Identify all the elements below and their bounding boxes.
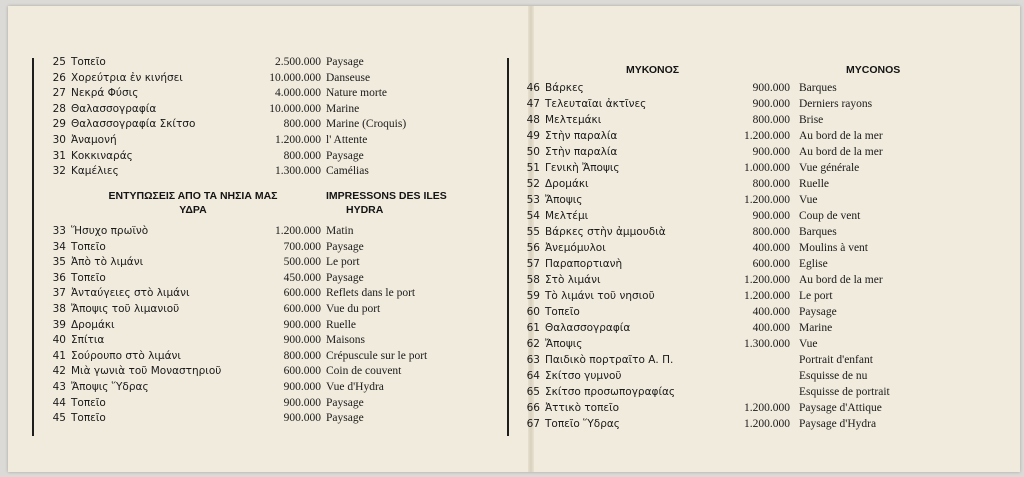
catalogue-entry (50, 286, 520, 301)
entry-number: 63 (526, 354, 540, 366)
catalogue-entry (524, 81, 1004, 96)
catalogue-entry (524, 129, 1004, 144)
entry-title-french: Vue (799, 338, 818, 350)
entry-title-french: Camélias (326, 165, 369, 178)
catalogue-entry (50, 349, 520, 364)
entry-number: 47 (526, 98, 540, 110)
catalogue-spread (8, 6, 1020, 472)
entry-price: 1.200.000 (744, 402, 790, 414)
entry-price: 400.000 (752, 306, 790, 318)
entry-number: 57 (526, 258, 540, 270)
catalogue-entry (524, 161, 1004, 176)
entry-title-french: Coup de vent (799, 210, 861, 222)
entry-number: 27 (52, 87, 66, 100)
entry-number: 64 (526, 370, 540, 382)
entry-number: 40 (52, 334, 66, 347)
entry-number: 32 (52, 165, 66, 178)
entry-title-greek: Κοκκιναράς (71, 149, 133, 162)
entry-title-greek: Τοπεῖο Ὕδρας (545, 418, 620, 430)
entry-title-greek: Βάρκες στὴν ἀμμουδιὰ (545, 226, 666, 238)
entry-title-french: Paysage (326, 56, 364, 68)
entry-title-greek: Τελευταῖαι ἀκτῖνες (545, 98, 647, 110)
entry-price: 900.000 (752, 82, 790, 94)
entry-price: 10.000.000 (269, 71, 321, 84)
entry-number: 54 (526, 210, 540, 222)
entry-price: 1.200.000 (744, 274, 790, 286)
entry-title-greek: Θαλασσογραφία (545, 322, 631, 334)
entry-number: 46 (526, 82, 540, 94)
entry-price: 900.000 (752, 146, 790, 158)
entry-title-french: Barques (799, 82, 837, 94)
entry-title-french: Eglise (799, 258, 828, 270)
entry-number: 25 (52, 56, 66, 68)
catalogue-entry (524, 193, 1004, 208)
entry-title-french: Le port (326, 256, 360, 269)
entry-price: 800.000 (283, 349, 321, 362)
catalogue-entry (524, 177, 1004, 192)
entry-title-french: Derniers rayons (799, 98, 873, 110)
entry-title-french: Marine (326, 102, 360, 115)
catalogue-entry (50, 133, 520, 148)
entry-title-french: Crépuscule sur le port (326, 349, 428, 362)
entry-number: 65 (526, 386, 540, 398)
entry-number: 59 (526, 290, 540, 302)
entry-title-french: Coin de couvent (326, 365, 402, 378)
entry-title-greek: Στὴν παραλία (545, 130, 618, 142)
entry-price: 2.500.000 (275, 56, 321, 68)
entry-title-greek: Ἄποψις Ὕδρας (71, 381, 149, 393)
entry-price: 1.200.000 (744, 194, 790, 206)
entry-price: 1.200.000 (744, 130, 790, 142)
entry-number: 38 (52, 303, 66, 315)
entry-number: 52 (526, 178, 540, 190)
catalogue-entry (50, 333, 520, 348)
catalogue-entry (524, 417, 1004, 432)
catalogue-entry (50, 71, 520, 86)
entry-title-french: Paysage (326, 149, 364, 162)
entry-price: 600.000 (283, 287, 321, 300)
catalogue-entry (524, 369, 1004, 384)
catalogue-entry (50, 271, 520, 286)
entry-title-greek: Μιὰ γωνιὰ τοῦ Μοναστηριοῦ (71, 365, 222, 378)
entry-price: 900.000 (283, 381, 321, 393)
entry-title-french: Vue du port (326, 303, 381, 315)
catalogue-entry (524, 385, 1004, 400)
catalogue-entry (50, 240, 520, 255)
entry-title-greek: Τοπεῖο (71, 240, 106, 253)
entry-number: 66 (526, 402, 540, 414)
entry-title-greek: Μελτέμι (545, 210, 589, 222)
entry-title-greek: Ἄποψις (545, 338, 583, 350)
entry-title-greek: Γενικὴ Ἄποψις (545, 162, 620, 174)
entry-title-french: Paysage (326, 271, 364, 284)
entry-price: 900.000 (283, 412, 321, 425)
entry-title-greek: Σπίτια (71, 334, 105, 347)
entry-price: 900.000 (283, 396, 321, 409)
catalogue-entry (50, 364, 520, 379)
entry-title-greek: Τὸ λιμάνι τοῦ νησιοῦ (545, 290, 655, 302)
entry-number: 48 (526, 114, 540, 126)
catalogue-entry (50, 117, 520, 132)
entry-price: 400.000 (752, 242, 790, 254)
catalogue-entry (50, 55, 520, 70)
entry-title-french: Le port (799, 290, 833, 302)
entry-title-french: Au bord de la mer (799, 274, 883, 286)
entry-title-french: Vue d'Hydra (326, 381, 384, 393)
entry-number: 39 (52, 318, 66, 331)
entry-title-french: Au bord de la mer (799, 146, 883, 158)
entry-number: 35 (52, 256, 66, 269)
catalogue-entry (524, 401, 1004, 416)
catalogue-entry (524, 289, 1004, 304)
entry-title-greek: Σκίτσο προσωπογραφίας (545, 386, 676, 398)
mykonos-heading-greek: ΜΥΚΟΝΟΣ (626, 64, 680, 76)
entry-price: 600.000 (283, 303, 321, 315)
catalogue-entry (524, 241, 1004, 256)
myconos-heading-french: MYCONOS (846, 64, 901, 76)
entry-price: 450.000 (283, 271, 321, 284)
catalogue-entry (50, 164, 520, 179)
entry-number: 50 (526, 146, 540, 158)
catalogue-entry (50, 318, 520, 333)
entry-price: 1.300.000 (744, 338, 790, 350)
entry-number: 60 (526, 306, 540, 318)
entry-title-french: Nature morte (326, 87, 387, 100)
catalogue-entry (524, 113, 1004, 128)
entry-title-french: Paysage (326, 412, 364, 425)
entry-title-greek: Ἄποψις (545, 194, 583, 206)
right-vertical-rule (507, 58, 509, 436)
entry-title-greek: Ἀνεμόμυλοι (545, 242, 606, 254)
entry-title-greek: Θαλασσογραφία (71, 102, 157, 115)
entry-title-french: Esquisse de nu (799, 370, 868, 382)
entry-title-french: Matin (326, 225, 354, 237)
catalogue-entry (50, 102, 520, 117)
entry-number: 41 (52, 349, 66, 362)
entry-title-greek: Καμέλιες (71, 165, 119, 178)
entry-number: 55 (526, 226, 540, 238)
entry-title-french: Ruelle (326, 318, 357, 331)
entry-title-greek: Σκίτσο γυμνοῦ (545, 370, 622, 382)
entry-title-french: Reflets dans le port (326, 287, 416, 300)
entry-title-greek: Τοπεῖο (71, 412, 106, 425)
entry-title-greek: Στὴν παραλία (545, 146, 618, 158)
entry-title-french: Portrait d'enfant (799, 354, 873, 366)
catalogue-entry (524, 209, 1004, 224)
left-vertical-rule (32, 58, 34, 436)
catalogue-entry (50, 411, 520, 426)
entry-number: 30 (52, 134, 66, 146)
entry-title-greek: Τοπεῖο (71, 396, 106, 409)
entry-title-french: Marine (Croquis) (326, 118, 407, 131)
entry-price: 1.200.000 (744, 290, 790, 302)
entry-title-french: Ruelle (799, 178, 830, 190)
entry-number: 44 (52, 396, 66, 409)
entry-title-french: Vue (799, 194, 818, 206)
section-heading-french-line1: IMPRESSONS DES ILES (326, 190, 447, 202)
entry-price: 1.200.000 (744, 418, 790, 430)
catalogue-entry (50, 86, 520, 101)
catalogue-entry (524, 273, 1004, 288)
catalogue-entry (50, 149, 520, 164)
entry-price: 600.000 (752, 258, 790, 270)
entry-price: 700.000 (283, 240, 321, 253)
entry-title-french: Au bord de la mer (799, 130, 883, 142)
section-heading-french (326, 189, 446, 217)
entry-title-french: Marine (799, 322, 833, 334)
entry-title-greek: Ἀττικὸ τοπεῖο (545, 402, 620, 414)
section-heading-greek (68, 189, 318, 217)
entry-price: 800.000 (752, 114, 790, 126)
entry-title-greek: Νεκρά Φύσις (71, 87, 139, 100)
catalogue-entry (524, 225, 1004, 240)
section-heading-greek-line2: ΥΔΡΑ (179, 204, 207, 216)
entry-number: 26 (52, 71, 66, 84)
catalogue-entry (50, 396, 520, 411)
entry-title-greek: Βάρκες (545, 82, 584, 94)
entry-number: 42 (52, 365, 66, 378)
entry-title-french: Paysage d'Hydra (799, 418, 877, 430)
entry-title-greek: Θαλασσογραφία Σκίτσο (71, 118, 196, 131)
entry-title-greek: Τοπεῖο (71, 271, 106, 284)
catalogue-entry (524, 353, 1004, 368)
catalogue-entry (50, 255, 520, 270)
entry-title-greek: Παιδικὸ πορτραῖτο Α. Π. (545, 354, 674, 366)
entry-number: 37 (52, 287, 66, 300)
entry-price: 1.200.000 (275, 225, 321, 237)
catalogue-entry (50, 302, 520, 317)
entry-price: 900.000 (752, 210, 790, 222)
entry-price: 800.000 (752, 226, 790, 238)
entry-price: 600.000 (283, 365, 321, 378)
entry-title-french: Danseuse (326, 71, 371, 84)
entry-title-french: Paysage (799, 306, 837, 318)
entry-number: 61 (526, 322, 540, 334)
entry-number: 31 (52, 149, 66, 162)
entry-number: 58 (526, 274, 540, 286)
entry-number: 28 (52, 102, 66, 115)
catalogue-entry (524, 97, 1004, 112)
entry-title-greek: Μελτεμάκι (545, 114, 602, 126)
entry-number: 53 (526, 194, 540, 206)
entry-title-greek: Ἀναμονή (71, 134, 117, 146)
entry-title-greek: Σούρουπο στὸ λιμάνι (71, 349, 181, 362)
entry-price: 900.000 (283, 318, 321, 331)
entry-number: 56 (526, 242, 540, 254)
entry-price: 800.000 (752, 178, 790, 190)
entry-title-french: Maisons (326, 334, 365, 347)
entry-number: 67 (526, 418, 540, 430)
entry-title-greek: Δρομάκι (545, 178, 589, 190)
entry-title-french: Paysage d'Attique (799, 402, 882, 414)
entry-number: 45 (52, 412, 66, 425)
entry-price: 1.000.000 (744, 162, 790, 174)
catalogue-entry (524, 305, 1004, 320)
entry-price: 1.200.000 (275, 134, 321, 146)
entry-title-greek: Τοπεῖο (71, 56, 106, 68)
entry-title-greek: Χορεύτρια ἐν κινήσει (71, 71, 183, 84)
entry-title-french: l' Attente (326, 134, 368, 146)
entry-title-french: Vue générale (799, 162, 860, 174)
entry-title-greek: Ἄποψις τοῦ λιμανιοῦ (71, 303, 180, 315)
entry-number: 62 (526, 338, 540, 350)
entry-title-greek: Ἀπὸ τὸ λιμάνι (71, 256, 144, 269)
entry-number: 43 (52, 381, 66, 393)
entry-price: 900.000 (283, 334, 321, 347)
entry-title-greek: Παραπορτιανὴ (545, 258, 623, 270)
entry-title-french: Paysage (326, 240, 364, 253)
entry-price: 400.000 (752, 322, 790, 334)
entry-price: 800.000 (283, 149, 321, 162)
entry-price: 500.000 (283, 256, 321, 269)
entry-number: 33 (52, 225, 66, 237)
catalogue-entry (524, 321, 1004, 336)
entry-title-greek: Ἀνταύγειες στὸ λιμάνι (71, 287, 190, 300)
entry-number: 29 (52, 118, 66, 131)
entry-number: 34 (52, 240, 66, 253)
entry-title-french: Brise (799, 114, 824, 126)
entry-price: 10.000.000 (269, 102, 321, 115)
entry-title-french: Barques (799, 226, 837, 238)
entry-title-greek: Δρομάκι (71, 318, 115, 331)
catalogue-entry (50, 380, 520, 395)
catalogue-entry (50, 224, 520, 239)
entry-number: 36 (52, 271, 66, 284)
entry-price: 800.000 (283, 118, 321, 131)
entry-number: 49 (526, 130, 540, 142)
entry-title-greek: Ἥσυχο πρωϊνὸ (71, 225, 149, 237)
entry-price: 900.000 (752, 98, 790, 110)
entry-title-greek: Στὸ λιμάνι (545, 274, 601, 286)
section-heading-greek-line1: ΕΝΤΥΠΩΣΕΙΣ ΑΠΟ ΤΑ ΝΗΣΙΑ ΜΑΣ (108, 190, 278, 202)
entry-title-french: Paysage (326, 396, 364, 409)
entry-number: 51 (526, 162, 540, 174)
catalogue-entry (524, 257, 1004, 272)
catalogue-entry (524, 337, 1004, 352)
section-heading-french-line2: HYDRA (346, 204, 384, 216)
entry-price: 1.300.000 (275, 165, 321, 178)
catalogue-entry (524, 145, 1004, 160)
entry-title-greek: Τοπεῖο (545, 306, 580, 318)
entry-price: 4.000.000 (275, 87, 321, 100)
entry-title-french: Moulins à vent (799, 242, 868, 254)
entry-title-french: Esquisse de portrait (799, 386, 890, 398)
